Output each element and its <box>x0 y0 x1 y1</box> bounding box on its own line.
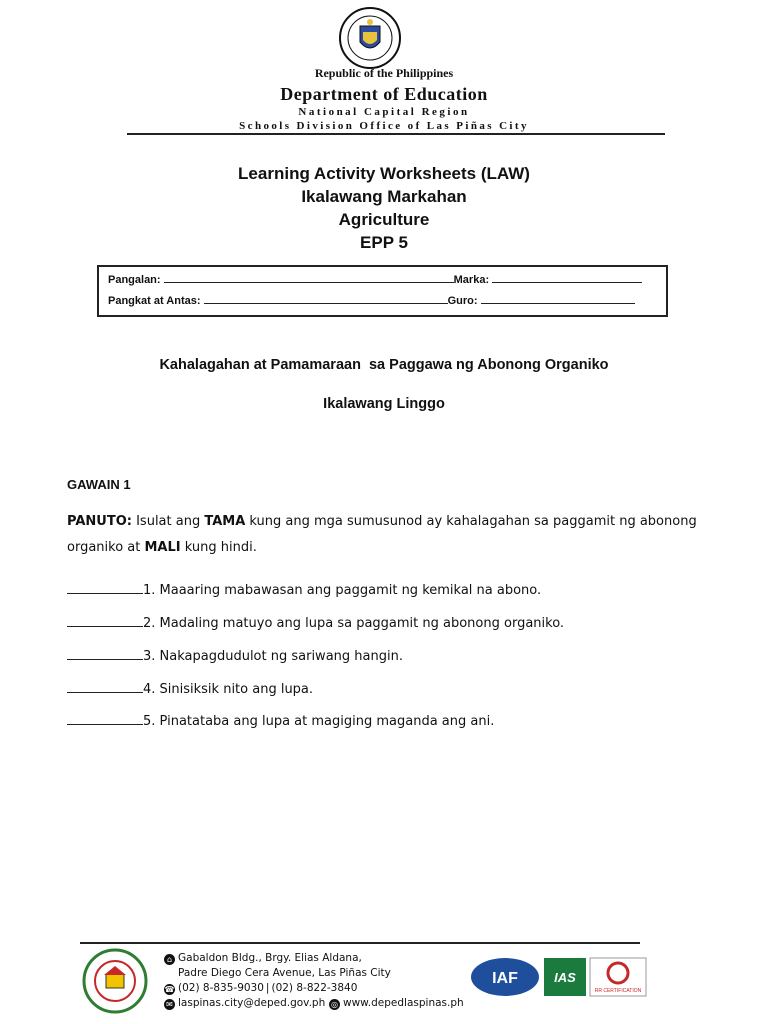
item-text: 2. Madaling matuyo ang lupa sa paggamit ng abonong organiko. <box>143 616 565 631</box>
ias-logo <box>543 957 587 997</box>
item-text: 4. Sinisiksik nito ang lupa. <box>143 682 314 697</box>
info-row-name <box>108 273 642 286</box>
subject-title: Agriculture <box>338 210 430 229</box>
lesson-title: Kahalagahan at Pamamaraan sa Paggawa ng Abonong Organiko <box>159 357 609 373</box>
phone-line: ☎ (02) 8-835-9030 | (02) 8-822-3840 <box>164 982 358 994</box>
rr-certification-logo <box>589 957 647 997</box>
phone-icon: ☎ <box>164 985 175 994</box>
week-label: Ikalawang Linggo <box>323 396 445 412</box>
email-icon: ✉ <box>164 999 175 1010</box>
department-line: Department of Education <box>280 84 488 104</box>
directions-text-2: kung ang mga sumusunod ay kahalagahan sa paggamit ng abonong organiko at <box>67 514 697 555</box>
item-text: 3. Nakapagdudulot ng sariwang hangin. <box>143 649 403 664</box>
list-item <box>67 581 541 598</box>
list-item <box>67 712 494 729</box>
location-icon: ⌂ <box>164 954 175 965</box>
header-divider <box>127 133 665 135</box>
answer-blank[interactable] <box>67 680 143 693</box>
deped-seal-logo <box>330 6 410 70</box>
section-field[interactable] <box>204 294 448 304</box>
list-item <box>67 614 564 631</box>
email-line <box>164 997 325 1010</box>
worksheet-title: Learning Activity Worksheets (LAW) <box>238 164 530 183</box>
list-item <box>67 680 313 697</box>
address-line-1: ⌂ Gabaldon Bldg., Brgy. Elias Aldana, <box>164 952 362 965</box>
ias-logo-text: IAS <box>554 970 576 985</box>
directions-true-word: TAMA <box>204 514 246 529</box>
answer-blank[interactable] <box>67 647 143 660</box>
list-item <box>67 647 403 664</box>
division-logo <box>82 948 148 1014</box>
republic-line: Republic of the Philippines <box>314 66 454 80</box>
answer-blank[interactable] <box>67 712 143 725</box>
answer-blank[interactable] <box>67 614 143 627</box>
email-link[interactable]: laspinas.city@deped.gov.ph <box>178 997 326 1009</box>
name-field[interactable] <box>164 273 454 283</box>
directions-text-1: Isulat ang <box>131 514 205 529</box>
score-label: Marka: <box>453 274 490 286</box>
globe-icon: ◎ <box>329 999 340 1010</box>
directions-paragraph: PANUTO: Isulat ang TAMA kung ang mga sumusunod ay kahalagahan sa paggamit ng abonong organiko at MALI kung hindi. <box>67 514 697 555</box>
division-line: Schools Division Office of Las Piñas City <box>239 120 529 132</box>
iaf-logo-text: IAF <box>492 970 518 987</box>
answer-blank[interactable] <box>67 581 143 594</box>
footer-divider <box>80 942 640 944</box>
region-line: National Capital Region <box>298 106 470 118</box>
info-row-section <box>108 294 635 307</box>
item-text: 1. Maaaring mabawasan ang paggamit ng kemikal na abono. <box>143 583 542 598</box>
item-text: 5. Pinatataba ang lupa at magiging maganda ang ani. <box>143 714 495 729</box>
iaf-logo <box>470 957 540 997</box>
directions-label: PANUTO <box>67 514 127 529</box>
teacher-field[interactable] <box>481 294 635 304</box>
directions-false-word: MALI <box>144 540 181 555</box>
grade-title: EPP 5 <box>360 233 408 252</box>
directions-text-3: kung hindi. <box>180 540 257 555</box>
name-label: Pangalan: <box>108 274 161 286</box>
student-info-box <box>97 265 668 317</box>
website-link[interactable]: www.depedlaspinas.ph <box>343 997 464 1009</box>
quarter-title: Ikalawang Markahan <box>301 187 467 206</box>
activity-heading: GAWAIN 1 <box>67 477 131 492</box>
score-field[interactable] <box>492 273 642 283</box>
address-line-2: Padre Diego Cera Avenue, Las Piñas City <box>178 967 391 979</box>
rr-logo-text: RR CERTIFICATION <box>594 988 642 994</box>
teacher-label: Guro: <box>447 295 478 307</box>
section-label: Pangkat at Antas: <box>108 295 201 307</box>
website-line <box>329 997 464 1010</box>
